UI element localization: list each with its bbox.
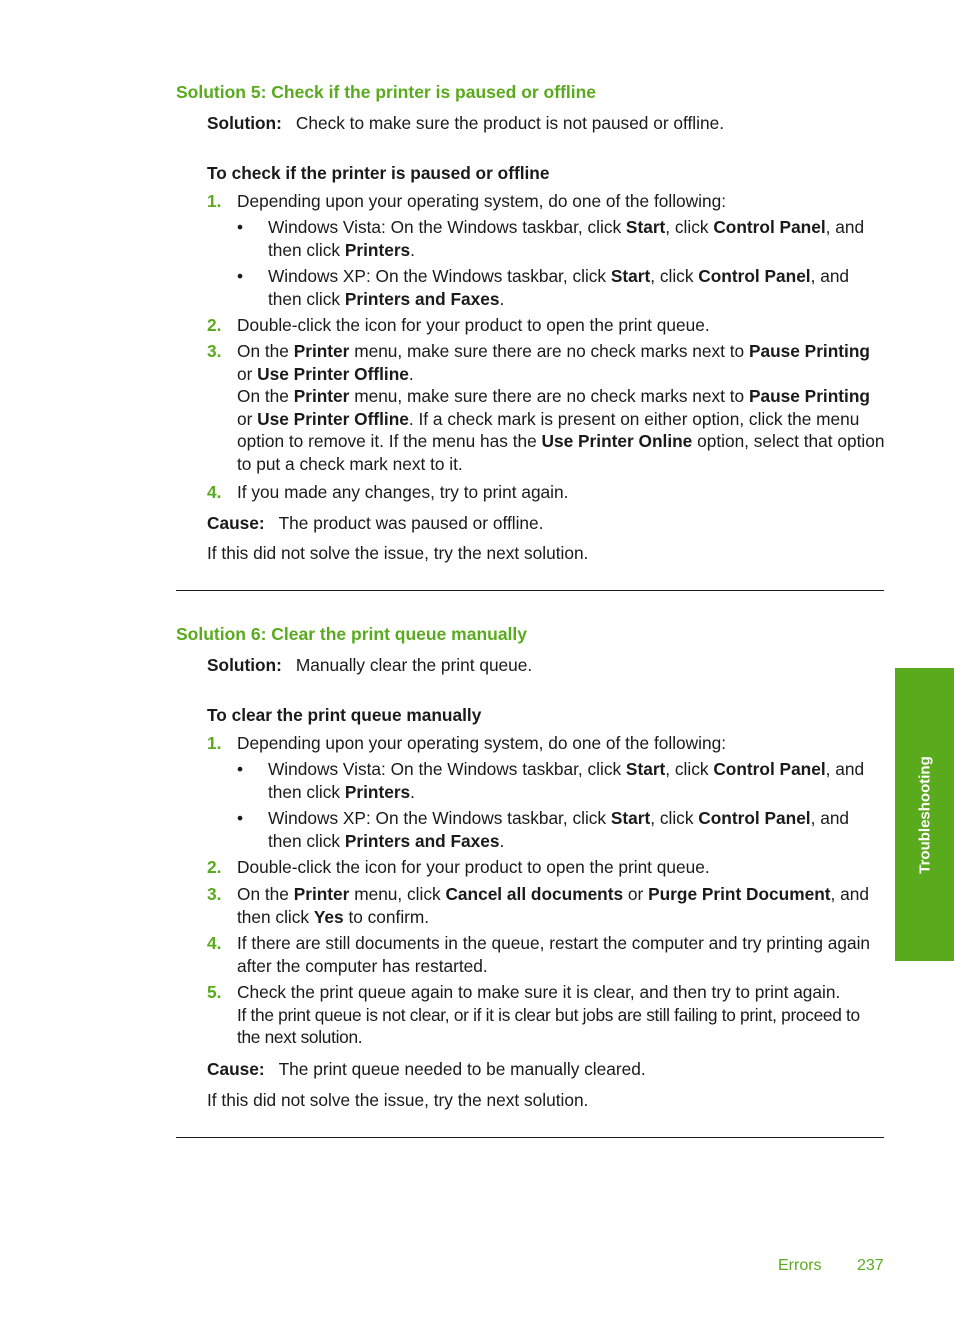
step-text: Depending upon your operating system, do one of the following: (237, 733, 726, 753)
step-text-continued: On the Printer menu, make sure there are no check marks next to Pause Printing or Use Printer Offline. If a check mark is present on either option, click the menu option to remove it. If the menu has the Use Printer Online option, select that option to put a check mark next to it. (237, 386, 885, 474)
procedure-title: To check if the printer is paused or offline (207, 163, 550, 183)
step-number: 2. (207, 857, 222, 877)
section-divider (176, 1137, 884, 1138)
step-4 (207, 481, 885, 504)
step-number: 5. (207, 982, 222, 1002)
step-text: On the Printer menu, make sure there are no check marks next to Pause Printing or Use Printer Offline. (237, 341, 870, 384)
step-number: 2. (207, 315, 222, 335)
step-1 (207, 190, 885, 213)
footer-page-number: 237 (857, 1257, 884, 1274)
step-text: Depending upon your operating system, do one of the following: (237, 191, 726, 211)
step-text: If there are still documents in the queue, restart the computer and try printing again after the computer has restarted. (237, 933, 871, 976)
solution-5-summary (207, 112, 885, 135)
cause-label: Cause: (207, 513, 265, 533)
next-solution-note: If this did not solve the issue, try the next solution. (207, 543, 589, 563)
step-4 (207, 932, 885, 977)
bullet-windows-vista (237, 758, 885, 803)
bullet-text: Windows Vista: On the Windows taskbar, click Start, click Control Panel, and then click Printers. (268, 217, 865, 260)
step-2 (207, 314, 885, 337)
bullet-text: Windows XP: On the Windows taskbar, click Start, click Control Panel, and then click Printers and Faxes. (268, 266, 850, 309)
solution-label: Solution: (207, 113, 282, 133)
step-number: 4. (207, 933, 222, 953)
step-number: 1. (207, 191, 222, 211)
solution-text: Manually clear the print queue. (295, 655, 533, 675)
step-3 (207, 340, 885, 475)
chapter-tab (895, 668, 954, 961)
bullet-windows-xp (237, 265, 885, 310)
step-number: 3. (207, 884, 222, 904)
next-solution-note: If this did not solve the issue, try the next solution. (207, 1090, 589, 1110)
bullet-text: Windows Vista: On the Windows taskbar, click Start, click Control Panel, and then click Printers. (268, 759, 865, 802)
section-divider (176, 590, 884, 591)
cause-text: The print queue needed to be manually cleared. (278, 1059, 646, 1079)
bullet-marker: • (237, 759, 244, 779)
bullet-marker: • (237, 266, 244, 286)
bullet-text: Windows XP: On the Windows taskbar, click Start, click Control Panel, and then click Printers and Faxes. (268, 808, 850, 851)
bullet-marker: • (237, 217, 244, 237)
step-text: Double-click the icon for your product to open the print queue. (237, 857, 710, 877)
step-text: Check the print queue again to make sure it is clear, and then try to print again. (237, 982, 841, 1002)
solution-6-summary (207, 654, 885, 677)
step-5 (207, 981, 885, 1049)
cause (207, 1058, 885, 1081)
step-number: 1. (207, 733, 222, 753)
step-text: Double-click the icon for your product to open the print queue. (237, 315, 710, 335)
step-text: On the Printer menu, click Cancel all documents or Purge Print Document, and then click Yes to confirm. (237, 884, 869, 927)
solution-text: Check to make sure the product is not paused or offline. (295, 113, 724, 133)
step-number: 4. (207, 482, 222, 502)
step-number: 3. (207, 341, 222, 361)
bullet-windows-xp (237, 807, 885, 852)
solution-label: Solution: (207, 655, 282, 675)
step-1 (207, 732, 885, 755)
solution-6-heading: Solution 6: Clear the print queue manually (176, 624, 528, 644)
footer-section-name: Errors (778, 1257, 822, 1274)
step-text-continued: If the print queue is not clear, or if it is clear but jobs are still failing to print, proceed to the next solution. (237, 1004, 860, 1047)
step-text: If you made any changes, try to print again. (237, 482, 569, 502)
chapter-tab-label: Troubleshooting (916, 755, 933, 874)
cause-text: The product was paused or offline. (278, 513, 544, 533)
cause (207, 512, 885, 535)
solution-5-heading: Solution 5: Check if the printer is paused or offline (176, 82, 597, 102)
bullet-marker: • (237, 808, 244, 828)
step-2 (207, 856, 885, 879)
procedure-title: To clear the print queue manually (207, 705, 482, 725)
cause-label: Cause: (207, 1059, 265, 1079)
step-3 (207, 883, 885, 928)
bullet-windows-vista (237, 216, 885, 261)
